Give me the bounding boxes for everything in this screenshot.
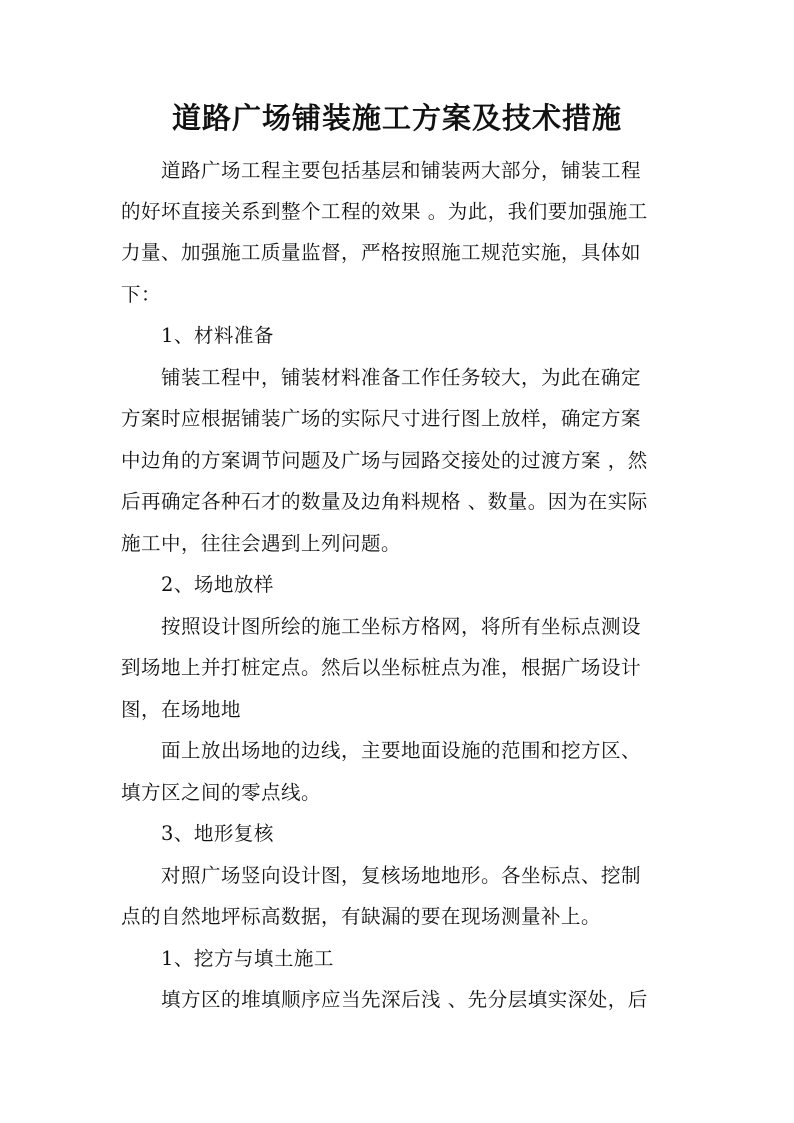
- document-title: 道路广场铺装施工方案及技术措施: [171, 101, 622, 135]
- paragraph-line: 后再确定各种石才的数量及边角料规格 、数量。因为在实际: [121, 490, 648, 513]
- paragraph-line: 方案时应根据铺装广场的实际尺寸进行图上放样，确定方案: [121, 407, 642, 430]
- section-heading: 2、场地放样: [161, 573, 274, 596]
- paragraph-line: 按照设计图所绘的施工坐标方格网，将所有坐标点测设: [161, 615, 642, 638]
- paragraph-line: 中边角的方案调节问题及广场与园路交接处的过渡方案 ，然: [121, 449, 648, 472]
- paragraph-line: 铺装工程中，铺装材料准备工作任务较大，为此在确定: [161, 366, 642, 389]
- section-heading: 1、挖方与填土施工: [161, 947, 334, 970]
- paragraph-line: 力量、加强施工质量监督，严格按照施工规范实施，具体如: [121, 241, 642, 264]
- paragraph-line: 填方区之间的零点线。: [121, 781, 322, 804]
- paragraph-line: 到场地上并打桩定点。然后以坐标桩点为准，根据广场设计: [121, 656, 642, 679]
- section-heading: 1、材料准备: [161, 324, 274, 347]
- paragraph-line: 填方区的堆填顺序应当先深后浅 、先分层填实深处，后: [161, 988, 648, 1011]
- paragraph-line: 面上放出场地的边线，主要地面设施的范围和挖方区、: [161, 739, 642, 762]
- paragraph-line: 图，在场地地: [121, 698, 242, 721]
- section-heading: 3、地形复核: [161, 822, 274, 845]
- paragraph-line: 下：: [121, 283, 162, 306]
- paragraph-line: 对照广场竖向设计图，复核场地地形。各坐标点、挖制: [161, 864, 642, 887]
- paragraph-line: 施工中，往往会遇到上列问题。: [121, 532, 402, 555]
- paragraph-line: 点的自然地坪标高数据，有缺漏的要在现场测量补上。: [121, 905, 602, 928]
- paragraph-line: 道路广场工程主要包括基层和铺装两大部分，铺装工程: [161, 159, 642, 182]
- paragraph-line: 的好坏直接关系到整个工程的效果 。为此，我们要加强施工: [121, 200, 648, 223]
